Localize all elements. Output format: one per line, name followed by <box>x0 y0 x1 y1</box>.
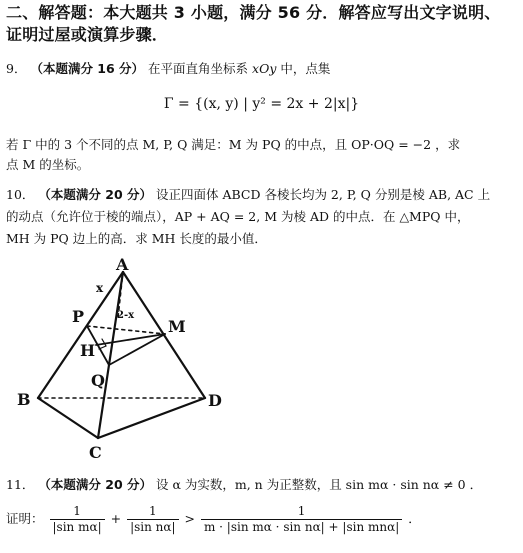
fraction-2-num: 1 <box>127 504 178 520</box>
fraction-2 <box>127 504 178 535</box>
q11-stem <box>6 474 482 496</box>
fraction-1-den: |sin mα| <box>52 520 102 534</box>
fraction-2-den: |sin nα| <box>130 520 176 534</box>
q10-line1: 设正四面体 ABCD 各棱长均为 2, P, Q 分别是棱 AB, AC 上 <box>155 187 491 202</box>
label-p: P <box>72 307 85 326</box>
section-title-line1: 二、解答题：本大题共 3 小题，满分 56 分．解答应写出文字说明、 <box>6 3 501 22</box>
statement-end: ． <box>408 511 421 526</box>
q11-proof-statement <box>6 502 421 536</box>
label-m: M <box>168 317 186 336</box>
edge-ab <box>38 272 123 398</box>
q11-prove-label: 证明： <box>6 511 44 526</box>
section-title-line2: 证明过屋或演算步骤． <box>6 25 169 44</box>
q10-score: （本题满分 20 分） <box>38 187 152 202</box>
fraction-1 <box>50 504 105 535</box>
greater-sign: > <box>184 511 195 526</box>
label-q: Q <box>91 371 105 390</box>
q9-text1: 在平面直角坐标系 <box>148 61 249 76</box>
q9-text2: 中，点集 <box>280 61 331 76</box>
q9-number: 9． <box>6 61 27 76</box>
fraction-1-num: 1 <box>50 504 105 520</box>
label-d: D <box>208 391 222 410</box>
segment-pm <box>87 326 165 334</box>
q9-coord: xOy <box>252 61 277 76</box>
label-a: A <box>116 255 129 274</box>
fraction-3-den: m · |sin mα · sin nα| + |sin mnα| <box>203 520 400 534</box>
edge-bc <box>38 398 98 438</box>
q9-condition: 若 Γ 中的 3 个不同的点 M, P, Q 满足：M 为 PQ 的中点，且 OP·OQ = −2 ，求 <box>6 137 461 152</box>
fraction-3-num: 1 <box>201 504 402 520</box>
q11-text: 设 α 为实数，m, n 为正整数，且 sin mα · sin nα ≠ 0 ． <box>155 477 483 492</box>
q9-ask: 点 M 的坐标。 <box>6 157 90 172</box>
q10-line3: MH 为 PQ 边上的高．求 MH 长度的最小值． <box>6 231 267 246</box>
label-b: B <box>17 390 31 409</box>
label-2-x: 2-x <box>117 310 135 321</box>
q11-number: 11． <box>6 477 35 492</box>
label-x: x <box>96 281 104 295</box>
q9-formula: Γ = {(x, y) | y² = 2x + 2|x|} <box>163 96 360 112</box>
q10-line2: 的动点（允许位于棱的端点），AP + AQ = 2, M 为棱 AD 的中点．在 △MPQ 中， <box>6 209 470 224</box>
label-h: H <box>80 341 96 360</box>
edge-cd <box>98 398 205 438</box>
edge-ac <box>98 272 123 438</box>
q11-score: （本题满分 20 分） <box>38 477 152 492</box>
q9-score: （本题满分 16 分） <box>30 61 145 76</box>
fraction-3 <box>201 504 402 535</box>
q10-number: 10． <box>6 187 35 202</box>
plus-sign: + <box>110 511 122 526</box>
label-c: C <box>89 443 102 462</box>
